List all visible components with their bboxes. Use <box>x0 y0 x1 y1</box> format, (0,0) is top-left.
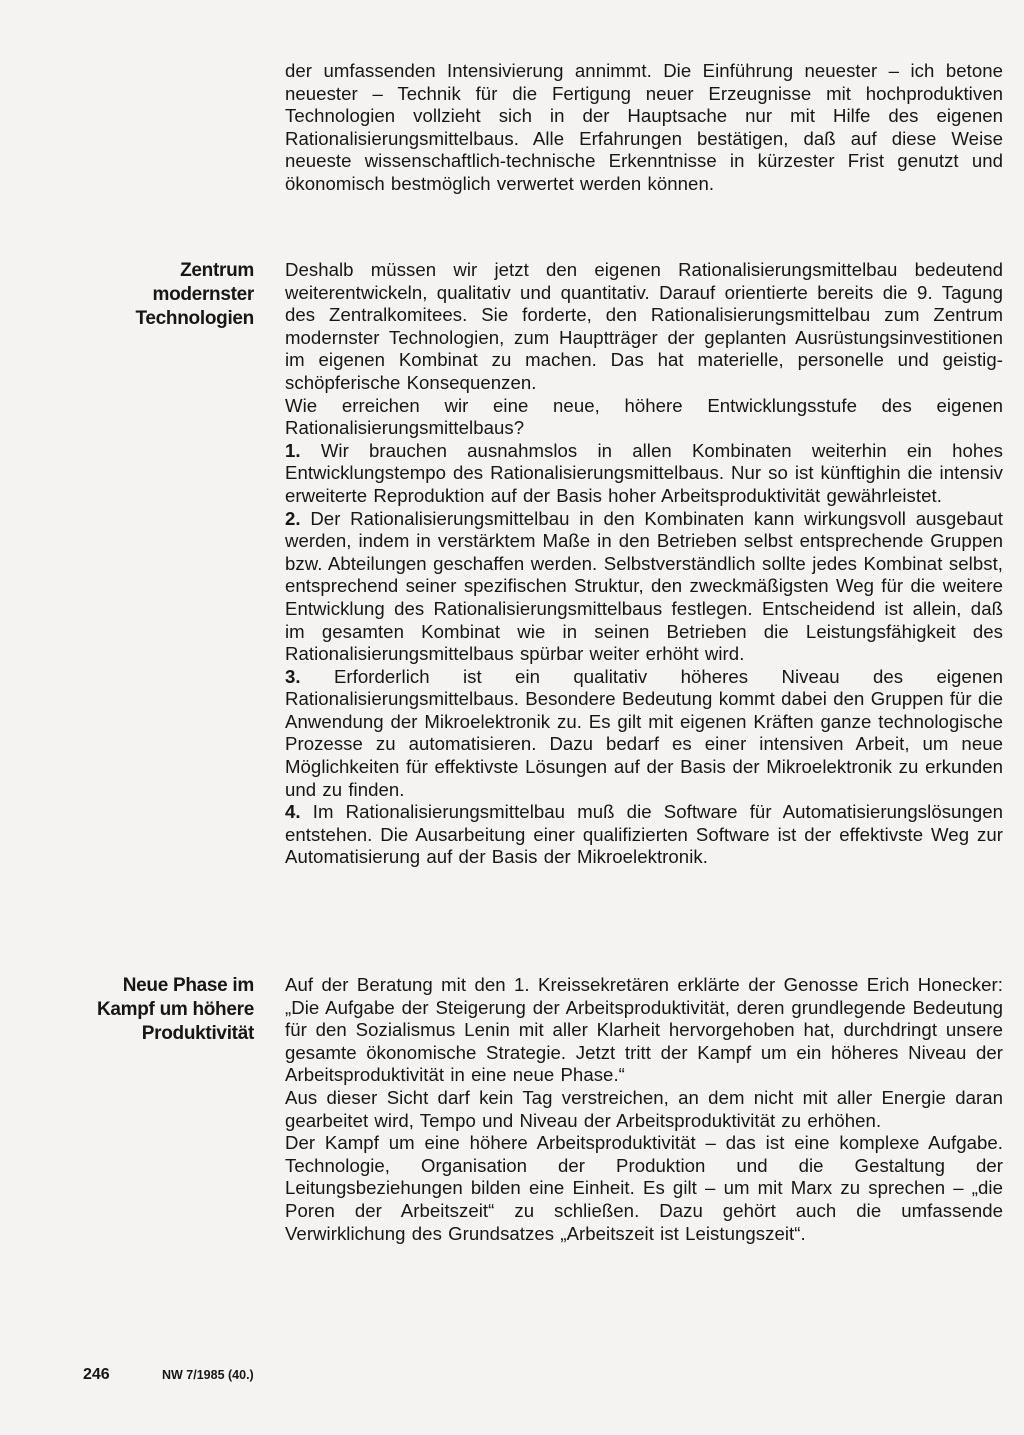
heading-line: Kampf um höhere <box>96 999 254 1020</box>
paragraph <box>285 60 1003 196</box>
side-heading-zentrum <box>54 259 254 331</box>
numbered-paragraph <box>285 440 1003 508</box>
paragraph <box>285 395 1003 440</box>
paragraph-number: 4. <box>285 801 301 823</box>
paragraph-number: 3. <box>285 665 301 687</box>
paragraph-number: 1. <box>285 439 301 461</box>
side-heading-neue-phase <box>54 974 254 1046</box>
paragraph <box>285 259 1003 395</box>
paragraph-number: 2. <box>285 507 301 529</box>
paragraph-text: Aus dieser Sicht darf kein Tag verstreichen, an dem nicht mit aller Energie daran gearbeitet wird, Tempo und Niveau der Arbeitsproduktivität zu erhöhen. <box>285 1086 1003 1131</box>
heading-line: modernster <box>152 284 254 305</box>
body-text-intro <box>285 60 1003 196</box>
paragraph-text: der umfassenden Intensivierung annimmt. Die Einführung neuester – ich betone neuester – Technik für die Fertigung neuer Erzeugnisse mit hochproduktiven Technologien vollzieht sich in der Hauptsache nur mit Hilfe des eigenen Rationalisierungsmittelbaus. Alle Erfahrungen bestätigen, daß auf diese Weise neueste wissenschaftlich-technische Erkenntnisse in kürzester Frist genutzt und ökonomisch bestmöglich verwertet werden können. <box>285 60 1003 194</box>
paragraph-text: Wie erreichen wir eine neue, höhere Entwicklungsstufe des eigenen Rationalisierungsmittelbaus? <box>285 394 1003 439</box>
paragraph-text: Deshalb müssen wir jetzt den eigenen Rationalisierungsmittelbau bedeutend weiterentwickeln, qualitativ und quantitativ. Darauf orientierte bereits die 9. Tagung des Zentralkomitees. Sie forderte, den Rationalisierungsmittelbau zum Zentrum modernster Technologien, zum Hauptträger der geplanten Ausrüstungsinvestitionen im eigenen Kombinat zu machen. Das hat materielle, personelle und geistig-schöpferische Konsequenzen. <box>285 259 1003 393</box>
heading-line: Neue Phase im <box>122 975 254 996</box>
body-text-arbeitsproduktivitaet <box>285 974 1003 1245</box>
numbered-paragraph <box>285 666 1003 802</box>
paragraph-text: Der Kampf um eine höhere Arbeitsproduktivität – das ist eine komplexe Aufgabe. Technologie, Organisation der Produktion und die Gestaltung der Leitungsbeziehungen bilden eine Einheit. Es gilt – um mit Marx zu sprechen – „die Poren der Arbeitszeit“ zu schließen. Dazu gehört auch die umfassende Verwirklichung des Grundsatzes „Arbeitszeit ist Leistungszeit“. <box>285 1132 1003 1244</box>
source-reference: NW 7/1985 (40.) <box>162 1368 254 1382</box>
heading-line: Technologien <box>135 308 254 329</box>
heading-line: Zentrum <box>180 260 254 281</box>
paragraph-text: Wir brauchen ausnahmslos in allen Kombinaten weiterhin ein hohes Entwicklungstempo des Rationalisierungsmittelbaus. Nur so ist künftighin die intensiv erweiterte Reproduktion auf der Basis hoher Arbeitsproduktivität gewährleistet. <box>285 439 1003 506</box>
paragraph <box>285 1087 1003 1132</box>
paragraph-text: Erforderlich ist ein qualitativ höheres Niveau des eigenen Rationalisierungsmittelbaus. Besondere Bedeutung kommt dabei den Gruppen für die Anwendung der Mikroelektronik zu. Es gilt mit eigenen Kräften ganze technologische Prozesse zu automatisieren. Dazu bedarf es einer intensiven Arbeit, um neue Möglichkeiten für effektivste Lösungen auf der Basis der Mikroelektronik zu erkunden und zu finden. <box>285 665 1003 800</box>
paragraph-text: Der Rationalisierungsmittelbau in den Kombinaten kann wirkungsvoll ausgebaut werden, indem in verstärktem Maße in den Betrieben selbst entsprechende Gruppen bzw. Abteilungen geschaffen werden. Selbstverständlich sollte jedes Kombinat selbst, entsprechend seiner spezifischen Struktur, den zweckmäßigsten Weg für die weitere Entwicklung des Rationalisierungsmittelbaus festlegen. Entscheidend ist allein, daß im gesamten Kombinat wie in seinen Betrieben die Leistungsfähigkeit des Rationalisierungsmittelbaus spürbar weiter erhöht wird. <box>285 507 1003 665</box>
paragraph-text: Im Rationalisierungsmittelbau muß die Software für Automatisierungslösungen entstehen. Die Ausarbeitung einer qualifizierten Software ist der effektivste Weg zur Automatisierung auf der Basis der Mikroelektronik. <box>285 801 1004 868</box>
heading-line: Produktivität <box>141 1023 254 1044</box>
paragraph-text: Auf der Beratung mit den 1. Kreissekretären erklärte der Genosse Erich Honecker: „Die Aufgabe der Steigerung der Arbeitsproduktivität, deren grundlegende Bedeutung für den Sozialismus Lenin mit aller Klarheit hervorgehoben hat, durchdringt unsere gesamte ökonomische Strategie. Jetzt tritt der Kampf um ein höheres Niveau der Arbeitsproduktivität in eine neue Phase.“ <box>285 974 1003 1086</box>
page-number: 246 <box>83 1366 110 1383</box>
body-text-rationalisierung <box>285 259 1003 869</box>
numbered-paragraph <box>285 801 1003 869</box>
paragraph <box>285 1132 1003 1245</box>
numbered-paragraph <box>285 508 1003 666</box>
paragraph <box>285 974 1003 1087</box>
